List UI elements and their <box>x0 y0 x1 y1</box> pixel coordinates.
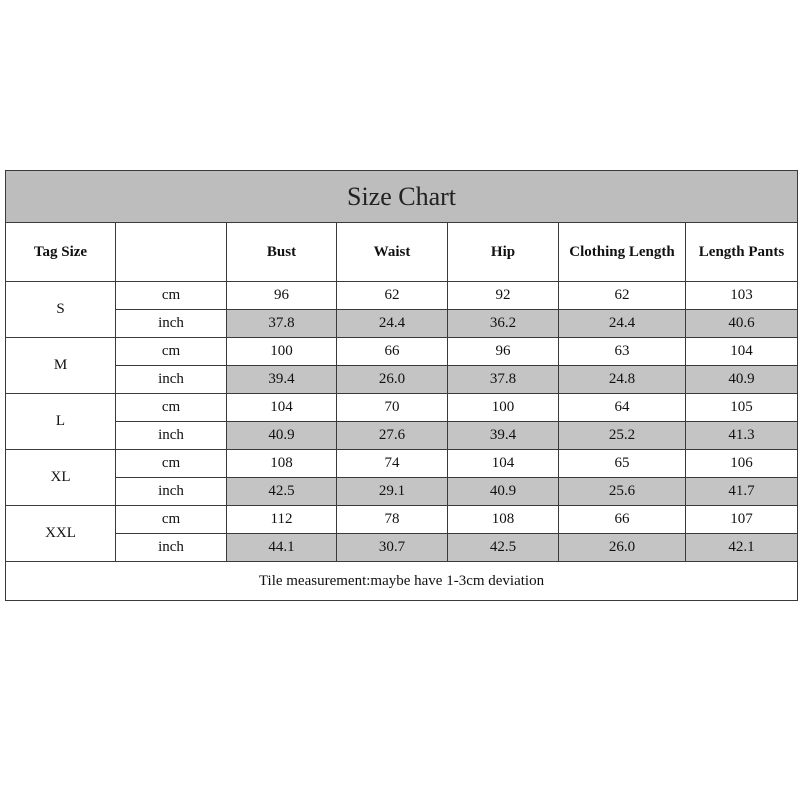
length-pants-inch: 42.1 <box>686 534 798 562</box>
length-pants-inch: 40.6 <box>686 310 798 338</box>
waist-cm: 70 <box>337 394 448 422</box>
waist-inch: 30.7 <box>337 534 448 562</box>
clothing-length-cm: 65 <box>559 450 686 478</box>
table-row <box>6 534 798 562</box>
bust-inch: 44.1 <box>227 534 337 562</box>
table-row <box>6 422 798 450</box>
header-clothing-length: Clothing Length <box>559 223 686 282</box>
clothing-length-cm: 63 <box>559 338 686 366</box>
length-pants-cm: 106 <box>686 450 798 478</box>
table-row <box>6 450 798 478</box>
length-pants-cm: 104 <box>686 338 798 366</box>
waist-cm: 78 <box>337 506 448 534</box>
hip-cm: 92 <box>448 282 559 310</box>
table-row <box>6 394 798 422</box>
hip-cm: 100 <box>448 394 559 422</box>
hip-inch: 40.9 <box>448 478 559 506</box>
header-row <box>6 223 798 282</box>
size-label: M <box>6 338 116 394</box>
bust-cm: 104 <box>227 394 337 422</box>
bust-inch: 39.4 <box>227 366 337 394</box>
hip-cm: 104 <box>448 450 559 478</box>
size-label: XXL <box>6 506 116 562</box>
clothing-length-cm: 64 <box>559 394 686 422</box>
clothing-length-inch: 25.6 <box>559 478 686 506</box>
bust-cm: 100 <box>227 338 337 366</box>
waist-cm: 66 <box>337 338 448 366</box>
table-row <box>6 282 798 310</box>
clothing-length-cm: 62 <box>559 282 686 310</box>
table-row <box>6 478 798 506</box>
waist-inch: 24.4 <box>337 310 448 338</box>
waist-cm: 74 <box>337 450 448 478</box>
length-pants-inch: 41.3 <box>686 422 798 450</box>
header-tag-size: Tag Size <box>6 223 116 282</box>
table-row <box>6 310 798 338</box>
size-label: XL <box>6 450 116 506</box>
bust-inch: 40.9 <box>227 422 337 450</box>
hip-cm: 108 <box>448 506 559 534</box>
waist-inch: 26.0 <box>337 366 448 394</box>
bust-cm: 96 <box>227 282 337 310</box>
hip-cm: 96 <box>448 338 559 366</box>
bust-cm: 108 <box>227 450 337 478</box>
header-length-pants: Length Pants <box>686 223 798 282</box>
table-row <box>6 338 798 366</box>
unit-label: cm <box>116 506 227 534</box>
size-label: S <box>6 282 116 338</box>
length-pants-cm: 103 <box>686 282 798 310</box>
title-row <box>6 171 798 223</box>
clothing-length-inch: 24.8 <box>559 366 686 394</box>
note-row <box>6 562 798 601</box>
unit-label: inch <box>116 310 227 338</box>
length-pants-cm: 105 <box>686 394 798 422</box>
waist-cm: 62 <box>337 282 448 310</box>
unit-label: cm <box>116 282 227 310</box>
hip-inch: 37.8 <box>448 366 559 394</box>
unit-label: inch <box>116 478 227 506</box>
waist-inch: 27.6 <box>337 422 448 450</box>
clothing-length-inch: 24.4 <box>559 310 686 338</box>
clothing-length-inch: 25.2 <box>559 422 686 450</box>
unit-label: cm <box>116 338 227 366</box>
hip-inch: 36.2 <box>448 310 559 338</box>
size-chart-table <box>5 170 798 601</box>
table-row <box>6 366 798 394</box>
bust-cm: 112 <box>227 506 337 534</box>
length-pants-inch: 40.9 <box>686 366 798 394</box>
hip-inch: 42.5 <box>448 534 559 562</box>
clothing-length-cm: 66 <box>559 506 686 534</box>
header-waist: Waist <box>337 223 448 282</box>
unit-label: cm <box>116 450 227 478</box>
clothing-length-inch: 26.0 <box>559 534 686 562</box>
chart-title: Size Chart <box>6 171 798 223</box>
size-label: L <box>6 394 116 450</box>
length-pants-cm: 107 <box>686 506 798 534</box>
unit-label: cm <box>116 394 227 422</box>
hip-inch: 39.4 <box>448 422 559 450</box>
table-row <box>6 506 798 534</box>
header-unit <box>116 223 227 282</box>
header-bust: Bust <box>227 223 337 282</box>
unit-label: inch <box>116 534 227 562</box>
unit-label: inch <box>116 422 227 450</box>
measurement-note: Tile measurement:maybe have 1-3cm deviation <box>6 562 798 601</box>
header-hip: Hip <box>448 223 559 282</box>
length-pants-inch: 41.7 <box>686 478 798 506</box>
bust-inch: 37.8 <box>227 310 337 338</box>
unit-label: inch <box>116 366 227 394</box>
waist-inch: 29.1 <box>337 478 448 506</box>
bust-inch: 42.5 <box>227 478 337 506</box>
